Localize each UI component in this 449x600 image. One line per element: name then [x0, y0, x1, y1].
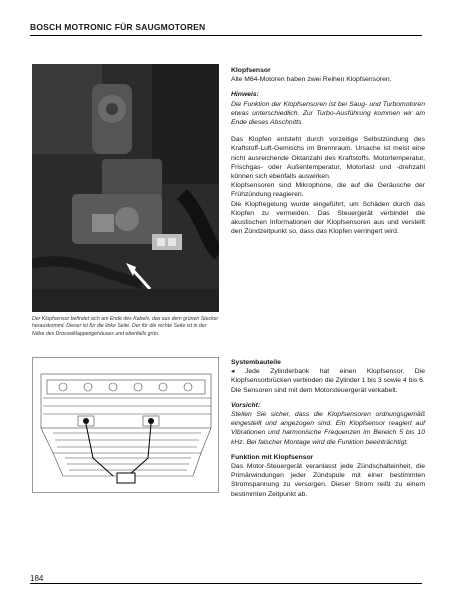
right-column-top: [231, 66, 425, 236]
heading-klopfsensor: Klopfsensor: [231, 67, 271, 74]
heading-funktion: Funktion mit Klopfsensor: [231, 453, 314, 461]
paragraph-knocking-cause: Das Klopfen entsteht durch vorzeitige Selbstzündung des Kraftstoff-Luft-Gemischs im Brennraum. Ursache ist meist eine nicht ausreichende Oktanzahl des Kraftstoffs. Motortemperatur, Frischgas- oder Außentemperatur, Motorlast und -drehzahl können sich ebenfalls auswirken.: [231, 136, 425, 181]
photo-caption: Der Klopfsensor befindet sich am Ende des Kabels, das aus dem grünen Stecker herauskommt. Dieser ist für die linke Seite. Der für die rechte Seite ist in der Nähe des Drosselklappengehäuses und ebenfalls grün.: [32, 316, 219, 337]
paragraph-knock-control: Die Klopfregelung wurde eingeführt, um Schäden durch das Klopfen zu vermeiden. Das Steuergerät verbindet die akustischen Informationen der Klopfsensoren aus und verstellt den Zündzeitpunkt so, dass das Klopfen verringert wird.: [231, 200, 425, 236]
intro-text: Alle M64-Motoren haben zwei Reihen Klopfsensoren.: [231, 76, 392, 84]
hint-text: Die Funktion der Klopfsensoren ist bei Saug- und Turbomotoren etwas unterschiedlich. Zur Turbo-Ausführung kommen wir am Ende dieses Abschnitts.: [231, 100, 425, 127]
running-header: BOSCH MOTRONIC FÜR SAUGMOTOREN: [30, 22, 422, 36]
engine-diagram: [32, 357, 219, 493]
engine-photo: [32, 64, 219, 312]
paragraph-sensor-wiring: Die Sensoren sind mit dem Motorsteuergerät verkabelt.: [231, 386, 398, 394]
paragraph-funktion: Das Motor-Steuergerät veranlasst jede Zündschalteinheit, die Primärwindungen jeder Zündspule mit einer bestimmten Stromspannung zu versorgen. Dieser Strom reißt zu einem bestimmten Zeitpunkt ab.: [231, 463, 425, 498]
footer-rule: [30, 583, 422, 584]
hint-label: Hinweis:: [231, 91, 259, 99]
page-number: 184: [30, 574, 44, 583]
paragraph-sensors-microphones: Klopfsensoren sind Mikrophone, die auf die Geräusche der Frühzündung reagieren.: [231, 182, 425, 199]
caution-text: Stellen Sie sicher, dass die Klopfsensoren ordnungsgemäß eingestellt und angezogen sind. Ein Klopfsensor reagiert auf Vibrationen und harmonische Frequenzen im Bereich 5 bis 10 kHz. Bei falscher Montage wird die Funktion beeinträchtigt.: [231, 411, 425, 446]
paragraph-cylinder-bank: ◂ Jede Zylinderbank hat einen Klopfsensor. Die Klopfsensorbrücken verbinden die Zylinder 1 bis 3 sowie 4 bis 6.: [231, 368, 425, 385]
caution-label: Vorsicht:: [231, 401, 261, 409]
right-column-bottom: [231, 358, 425, 505]
heading-systembauteile: Systembauteile: [231, 359, 281, 366]
